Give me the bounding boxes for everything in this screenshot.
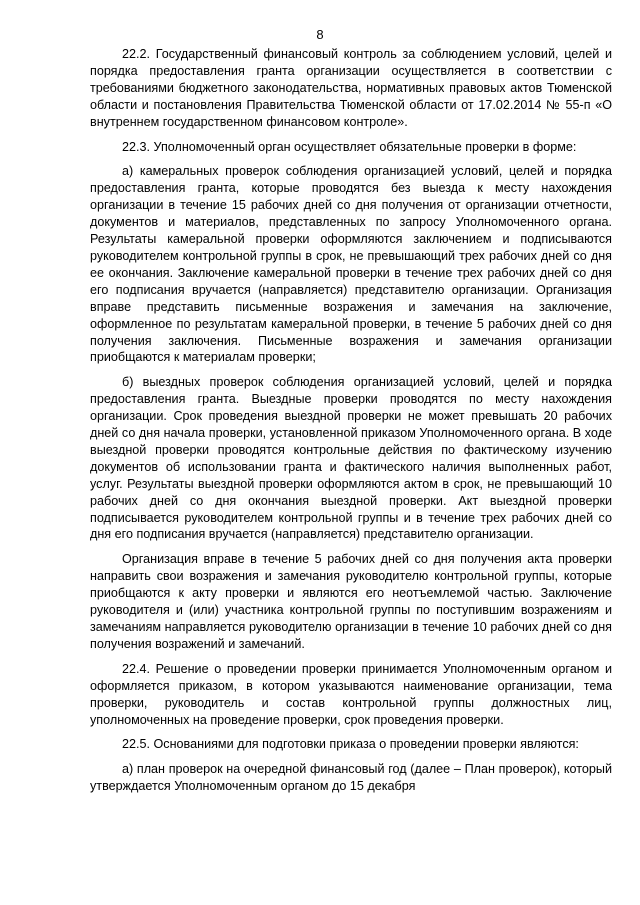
- paragraph-22-2: 22.2. Государственный финансовый контроль за соблюдением условий, целей и порядка предоставления гранта организации осуществляется в соответствии с требованиями бюджетного законодательства, нормативных правовых актов Тюменской области и постановления Правительства Тюменской области от 17.02.2014 № 55-п «О внутреннем государственном финансовом контроле».: [90, 47, 612, 129]
- paragraph-22-3-b: б) выездных проверок соблюдения организацией условий, целей и порядка предоставления гранта. Выездные проверки проводятся по месту нахождения организации. Срок проведения выездной проверки не может превышать 20 рабочих дней со дня начала проверки, установленной приказом Уполномоченного органа. В ходе выездной проверки проводятся контрольные действия по фактическому изучению документов об использовании гранта и фактического наличия выполненных работ, услуг. Результаты выездной проверки оформляются актом в срок, не превышающий 10 рабочих дней со дня окончания выездной проверки. Акт выездной проверки подписывается руководителем контрольной группы и в течение трех рабочих дней со дня его подписания вручается (направляется) представителю организации.: [90, 375, 612, 542]
- paragraph-22-4: 22.4. Решение о проведении проверки принимается Уполномоченным органом и оформляется приказом, в котором указываются наименование организации, тема проверки, руководитель и состав контрольной группы должностных лиц, уполномоченных на проведение проверки, срок проведения проверки.: [90, 661, 612, 727]
- paragraph-22-3: 22.3. Уполномоченный орган осуществляет обязательные проверки в форме:: [122, 139, 577, 154]
- page-number: 8: [316, 27, 324, 42]
- paragraph-objections: Организация вправе в течение 5 рабочих дней со дня получения акта проверки направить свои возражения и замечания руководителю контрольной группы, которые приобщаются к акту проверки и являются его неотъемлемой частью. Заключение руководителя и (или) участника контрольной группы по поступившим возражениям и замечаниям направляется руководителю организации в течение 10 рабочих дней со дня получения возражений и замечаний.: [90, 552, 612, 651]
- paragraph-22-5: 22.5. Основаниями для подготовки приказа о проведении проверки являются:: [122, 737, 579, 752]
- paragraph-22-5-a: а) план проверок на очередной финансовый год (далее – План проверок), который утверждается Уполномоченным органом до 15 декабря: [90, 762, 612, 794]
- paragraph-22-3-a: а) камеральных проверок соблюдения организацией условий, целей и порядка предоставления гранта, которые проводятся без выезда к месту нахождения организации в течение 15 рабочих дней со дня получения от организации отчетности, документов и материалов, представленных по запросу Уполномоченного органа. Результаты камеральной проверки оформляются заключением и подписываются руководителем контрольной группы в срок, не превышающий трех рабочих дней со дня ее окончания. Заключение камеральной проверки в течение трех рабочих дней со дня его подписания вручается (направляется) представителю организации. Организация вправе представить письменные возражения и замечания на заключение, оформленное по результатам камеральной проверки, в течение 5 рабочих дней со дня получения заключения. Письменные возражения и замечания организации приобщаются к материалам проверки;: [90, 164, 612, 365]
- document-body: [90, 46, 612, 803]
